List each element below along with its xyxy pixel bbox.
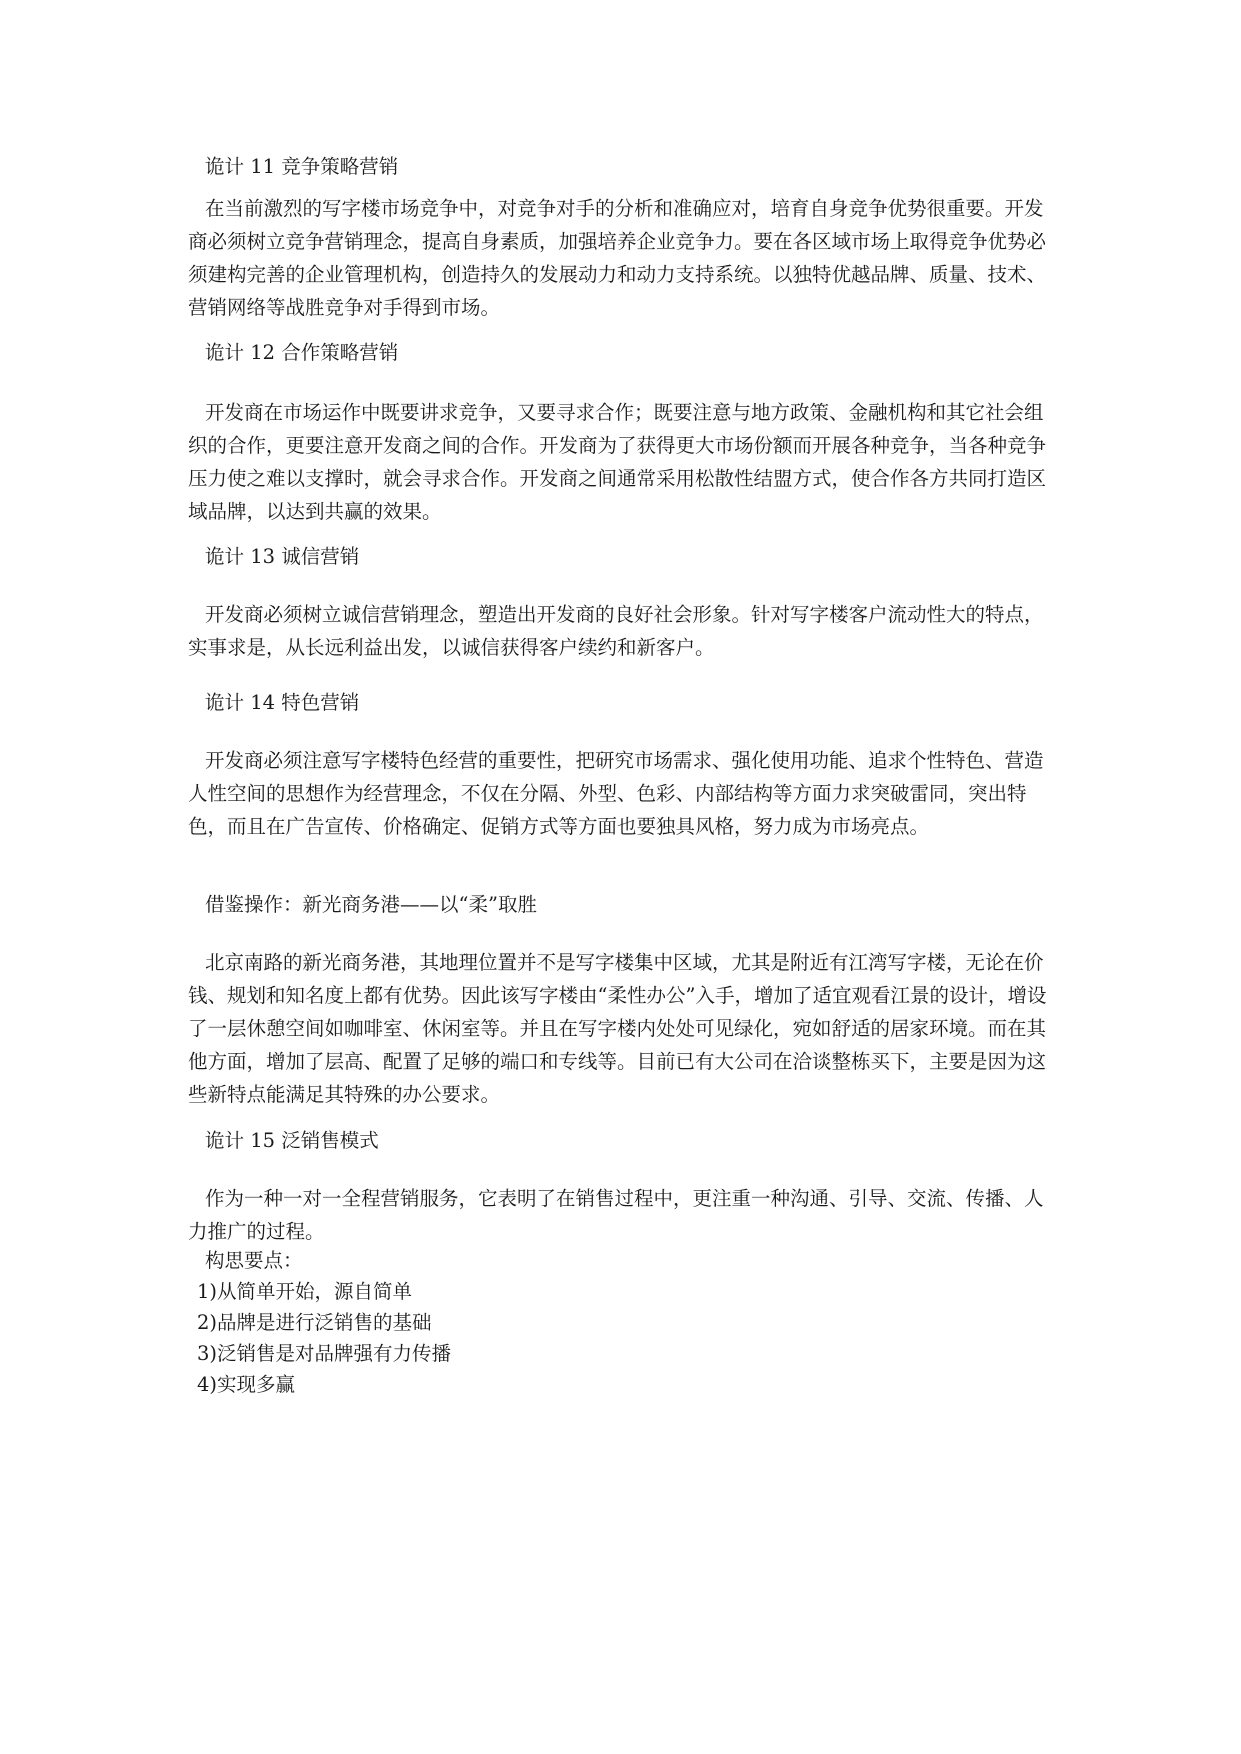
paragraph-11: 在当前激烈的写字楼市场竞争中，对竞争对手的分析和准确应对，培育自身竞争优势很重要。开发商必须树立竞争营销理念，提高自身素质，加强培养企业竞争力。要在各区域市场上取得竞争优势必须建构完善的企业管理机构，创造持久的发展动力和动力支持系统。以独特优越品牌、质量、技术、营销网络等战胜竞争对手得到市场。: [188, 197, 1047, 319]
point-item: 3)泛销售是对品牌强有力传播: [197, 1342, 452, 1365]
heading-15: 诡计 15 泛销售模式: [205, 1129, 379, 1152]
heading-13: 诡计 13 诚信营销: [205, 545, 360, 568]
heading-case: 借鉴操作：新光商务港——以“柔”取胜: [205, 893, 537, 916]
paragraph-15: 作为一种一对一全程营销服务，它表明了在销售过程中，更注重一种沟通、引导、交流、传播、人力推广的过程。: [188, 1187, 1044, 1243]
paragraph-12: 开发商在市场运作中既要讲求竞争，又要寻求合作；既要注意与地方政策、金融机构和其它社会组织的合作，更要注意开发商之间的合作。开发商为了获得更大市场份额而开展各种竞争，当各种竞争压力使之难以支撑时，就会寻求合作。开发商之间通常采用松散性结盟方式，使合作各方共同打造区域品牌，以达到共赢的效果。: [188, 401, 1047, 523]
paragraph-13: 开发商必须树立诚信营销理念，塑造出开发商的良好社会形象。针对写字楼客户流动性大的特点，实事求是，从长远利益出发，以诚信获得客户续约和新客户。: [188, 603, 1044, 659]
point-item: 2)品牌是进行泛销售的基础: [197, 1311, 432, 1334]
point-item: 4)实现多赢: [197, 1373, 296, 1396]
points-intro: 构思要点：: [205, 1249, 303, 1272]
paragraph-case: 北京南路的新光商务港，其地理位置并不是写字楼集中区域，尤其是附近有江湾写字楼，无论在价钱、规划和知名度上都有优势。因此该写字楼由“柔性办公”入手，增加了适宜观看江景的设计，增设了一层休憩空间如咖啡室、休闲室等。并且在写字楼内处处可见绿化，宛如舒适的居家环境。而在其他方面，增加了层高、配置了足够的端口和专线等。目前已有大公司在洽谈整栋买下，主要是因为这些新特点能满足其特殊的办公要求。: [188, 951, 1047, 1106]
heading-11: 诡计 11 竞争策略营销: [205, 155, 399, 178]
heading-14: 诡计 14 特色营销: [205, 691, 360, 714]
heading-12: 诡计 12 合作策略营销: [205, 341, 399, 364]
point-item: 1)从简单开始，源自简单: [197, 1280, 413, 1303]
paragraph-14: 开发商必须注意写字楼特色经营的重要性，把研究市场需求、强化使用功能、追求个性特色、营造人性空间的思想作为经营理念，不仅在分隔、外型、色彩、内部结构等方面力求突破雷同，突出特色，而且在广告宣传、价格确定、促销方式等方面也要独具风格，努力成为市场亮点。: [188, 749, 1044, 838]
